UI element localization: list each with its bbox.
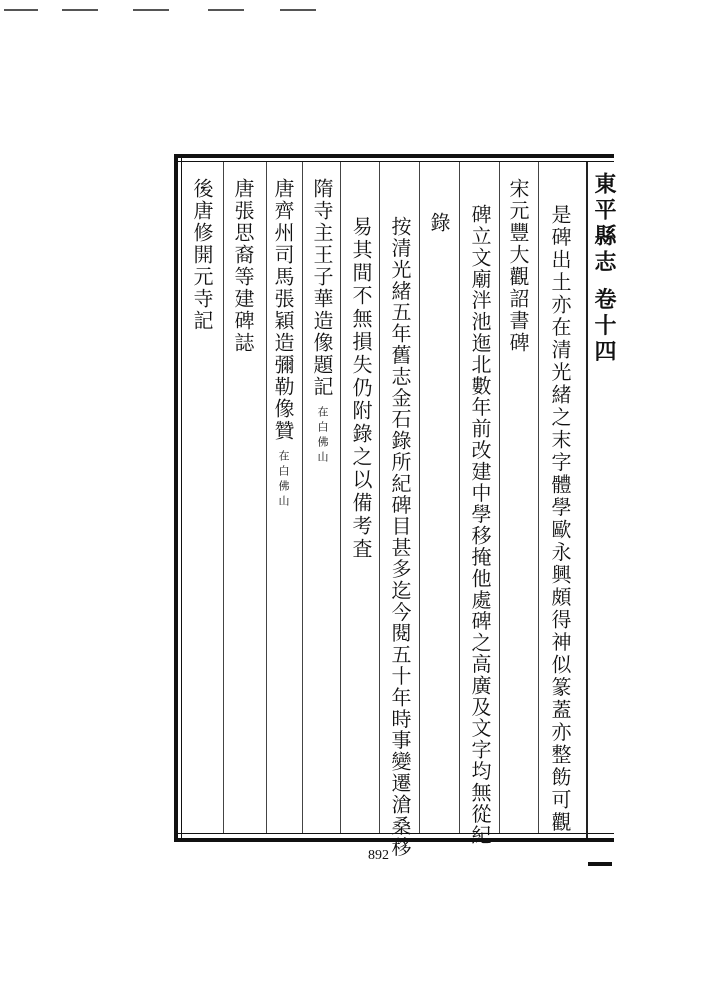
column-rule bbox=[379, 162, 380, 833]
frame-border-left-inner bbox=[181, 154, 182, 842]
page-number: 892 bbox=[368, 848, 389, 863]
entry-title: 唐齊州司馬張穎造彌勒像贊 bbox=[271, 178, 295, 442]
text-column-3: 碑立文廟泮池迤北數年前改建中學移掩他處碑之高廣及文字均無從紀 bbox=[468, 204, 492, 846]
column-rule bbox=[340, 162, 341, 833]
location-note: 在白佛山 bbox=[277, 450, 290, 510]
spine-rule bbox=[586, 162, 588, 838]
entry-title: 隋寺主王子華造像題記 bbox=[310, 178, 334, 398]
column-rule bbox=[266, 162, 267, 833]
spine-mark bbox=[588, 862, 612, 866]
text-column-9: 唐張思裔等建碑誌 bbox=[231, 178, 255, 354]
top-margin-mark bbox=[280, 9, 316, 11]
text-column-7 bbox=[310, 178, 334, 466]
column-rule bbox=[419, 162, 420, 833]
column-rule bbox=[302, 162, 303, 833]
frame-border-top bbox=[174, 154, 614, 158]
spine-header bbox=[586, 162, 617, 838]
top-margin-mark bbox=[62, 9, 98, 11]
column-rule bbox=[499, 162, 500, 833]
text-column-5: 按清光緒五年舊志金石錄所紀碑目甚多迄今閱五十年時事變遷滄桑移 bbox=[388, 216, 412, 858]
text-column-4: 錄 bbox=[427, 212, 451, 234]
top-margin-mark bbox=[133, 9, 169, 11]
text-column-6: 易其間不無損失仍附錄之以備考査 bbox=[349, 216, 373, 561]
text-column-8 bbox=[271, 178, 295, 510]
frame-border-left bbox=[174, 154, 178, 842]
top-margin-mark bbox=[4, 9, 38, 11]
text-column-10: 後唐修開元寺記 bbox=[190, 178, 214, 332]
spine-title: 東平縣志 卷十四 bbox=[591, 172, 617, 366]
text-column-2: 宋元豐大觀詔書碑 bbox=[506, 178, 530, 354]
location-note: 在白佛山 bbox=[316, 406, 329, 466]
column-rule bbox=[459, 162, 460, 833]
top-margin-mark bbox=[208, 9, 244, 11]
column-rule bbox=[538, 162, 539, 833]
frame-border-top-inner bbox=[174, 161, 614, 162]
column-rule bbox=[223, 162, 224, 833]
text-column-1: 是碑出土亦在清光緒之末字體學歐永興頗得神似篆蓋亦整飭可觀 bbox=[548, 204, 572, 834]
